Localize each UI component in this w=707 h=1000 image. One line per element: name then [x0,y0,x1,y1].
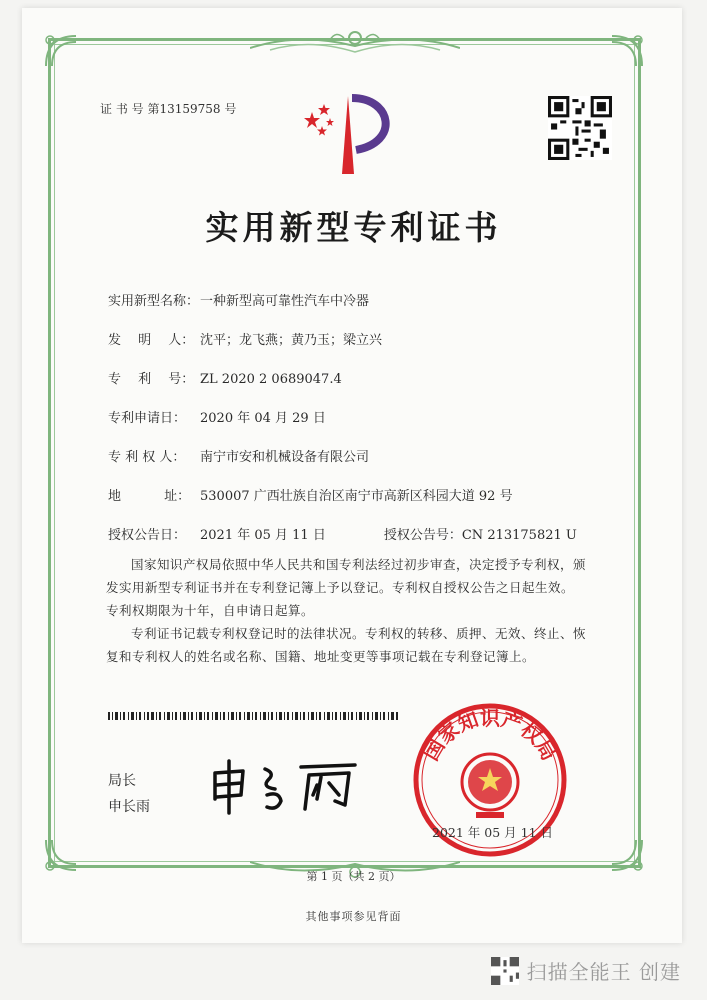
back-note: 其他事项参见背面 [305,910,402,923]
field-label: 实用新型名称： [108,294,200,309]
field-row-patentee [108,446,369,465]
paragraph-grant: 国家知识产权局依照中华人民共和国专利法经过初步审查，决定授予专利权，颁发实用新型专利证书并在专利登记簿上予以登记。专利权自授权公告之日起生效。专利权期限为十年，自申请日起算。 [106,557,587,618]
top-ornament [250,28,460,56]
field-label: 地 址： [108,489,191,504]
seal-date: 2021 年 05 月 11 日 [432,825,553,840]
field-value: 2020 年 04 月 29 日 [200,411,326,426]
announcement-date: 2021 年 05 月 11 日 [200,528,326,543]
field-label: 授权公告号： [383,528,462,543]
seal-text: 国家知识产权局 [418,705,562,765]
paragraph-legal: 专利证书记载专利权登记时的法律状况。专利权的转移、质押、无效、终止、恢复和专利权人的姓名或名称、国籍、地址变更等事项记载在专利登记簿上。 [106,626,587,664]
scanner-watermark [491,956,681,985]
cnipa-logo-icon [300,90,410,180]
field-row-announcement [108,524,577,543]
certificate-title: 实用新型专利证书 [205,208,502,247]
field-value: ZL 2020 2 0689047.4 [200,372,342,387]
director-name: 申长雨 [108,799,150,815]
field-row-inventors [108,329,382,348]
field-value: 沈平；龙飞燕；黄乃玉；梁立兴 [200,333,383,348]
corner-ornament-tl [40,30,80,70]
field-row-address [108,485,513,504]
field-value: 一种新型高可靠性汽车中冷器 [200,294,370,309]
field-row-patent-number [108,368,342,387]
director-title: 局长 [108,773,136,789]
certificate-number: 证 书 号 第13159758 号 [100,102,237,116]
field-label: 授权公告日： [108,528,187,543]
field-row-name [108,290,369,309]
barcode-strip [108,712,398,720]
watermark-text: 扫描全能王 创建 [526,960,681,984]
field-value: 530007 广西壮族自治区南宁市高新区科园大道 92 号 [200,489,513,504]
page-number: 第 1 页（共 2 页） [306,870,401,883]
signature-image [205,755,365,815]
svg-text:国家知识产权局 [419,706,562,765]
announcement-number: CN 213175821 U [461,528,577,543]
watermark-qr-icon [491,957,519,985]
field-value: 南宁市安和机械设备有限公司 [200,450,370,465]
field-label: 专 利 号： [108,372,195,387]
field-label: 专利申请日： [108,411,187,426]
field-row-filing-date [108,407,326,426]
field-label: 发 明 人： [108,333,195,348]
corner-ornament-tr [608,30,648,70]
qr-code-icon [548,96,612,160]
field-label: 专 利 权 人： [108,450,186,465]
